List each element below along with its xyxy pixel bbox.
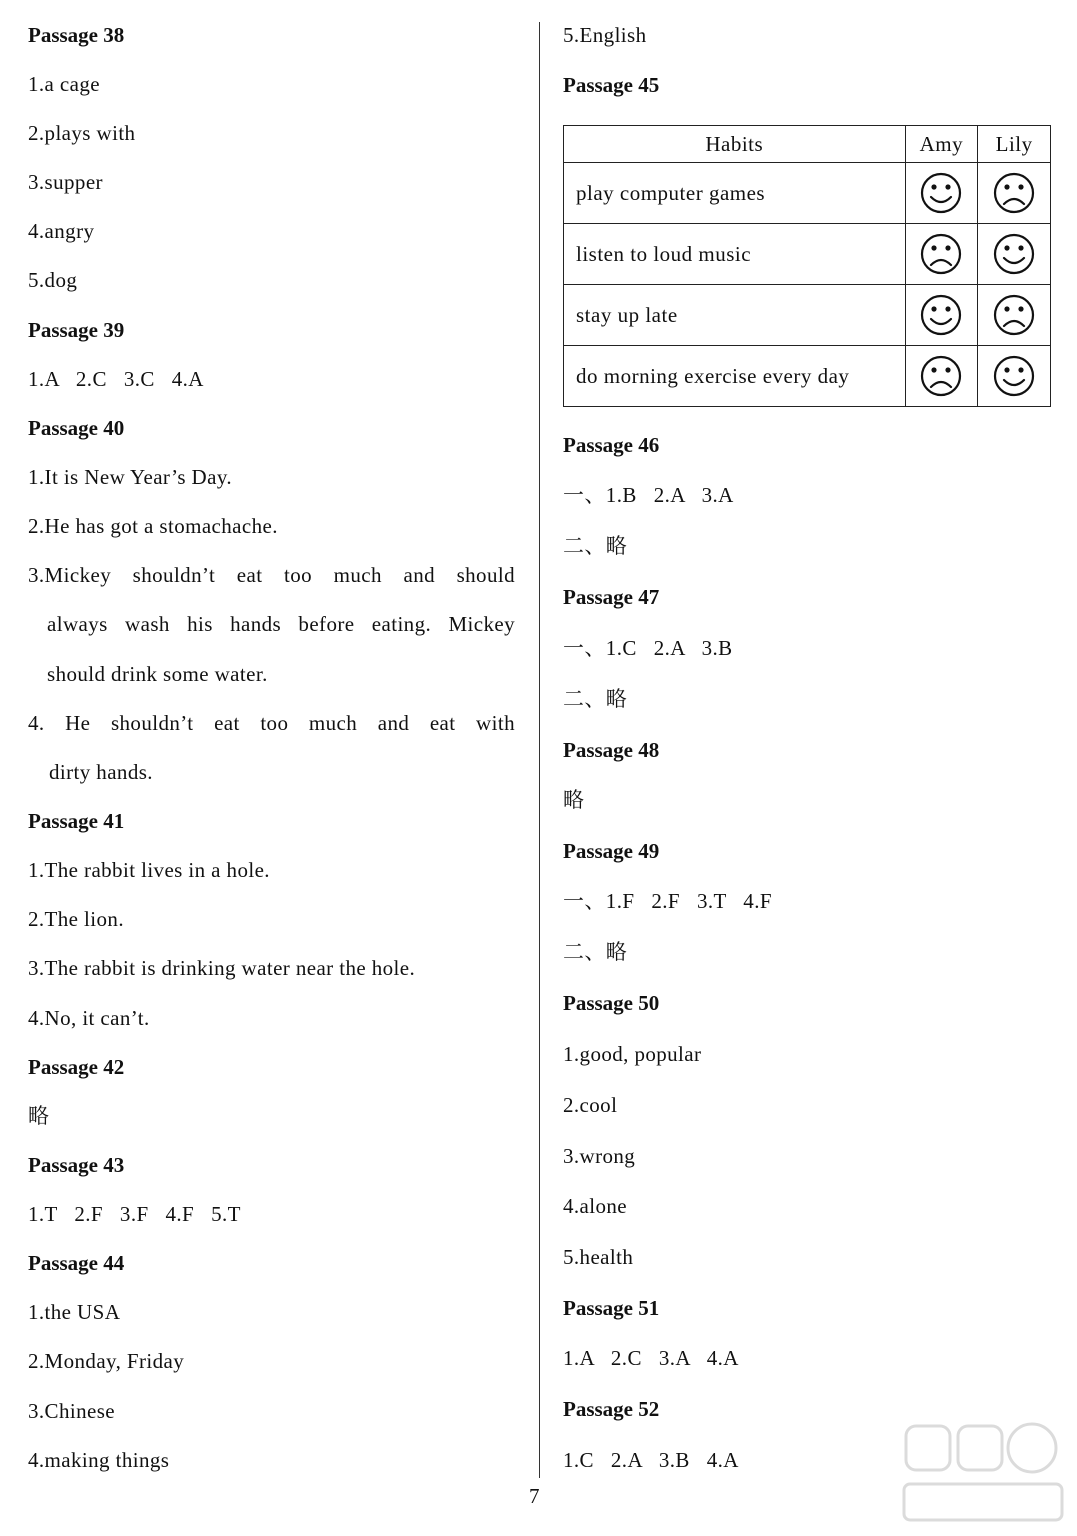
column-divider bbox=[539, 22, 540, 1478]
passage-51-title: Passage 51 bbox=[563, 1296, 660, 1320]
lily-face-cell bbox=[978, 346, 1051, 407]
habits-table bbox=[563, 125, 1051, 407]
table-row bbox=[564, 346, 1051, 407]
answer-line: 2.plays with bbox=[28, 121, 136, 145]
answer-line: 1.C 2.A 3.B 4.A bbox=[563, 1448, 739, 1472]
answer-line: 1.A 2.C 3.C 4.A bbox=[28, 367, 204, 391]
answer-line: always wash his hands before eating. Mickey bbox=[47, 612, 515, 636]
answer-line: 4. He shouldn’t eat too much and eat with bbox=[28, 711, 515, 735]
passage-52-title: Passage 52 bbox=[563, 1397, 660, 1421]
answer-line: 5.English bbox=[563, 23, 647, 47]
answer-line: 二、略 bbox=[563, 940, 628, 964]
answer-line: 略 bbox=[563, 788, 585, 812]
table-header-row bbox=[564, 126, 1051, 163]
answer-line: 4.angry bbox=[28, 219, 95, 243]
happy-face-icon bbox=[992, 232, 1036, 276]
answer-line: 2.The lion. bbox=[28, 907, 124, 931]
happy-face-icon bbox=[919, 171, 963, 215]
habit-cell: play computer games bbox=[564, 163, 906, 224]
amy-face-cell bbox=[905, 163, 978, 224]
answer-line: 一、1.B 2.A 3.A bbox=[563, 483, 734, 507]
sad-face-icon bbox=[992, 293, 1036, 337]
passage-47-title: Passage 47 bbox=[563, 585, 660, 609]
passage-49-title: Passage 49 bbox=[563, 839, 660, 863]
table-row bbox=[564, 285, 1051, 346]
lily-face-cell bbox=[978, 224, 1051, 285]
answer-line: 1.A 2.C 3.A 4.A bbox=[563, 1346, 739, 1370]
habit-cell: stay up late bbox=[564, 285, 906, 346]
header-amy: Amy bbox=[905, 126, 978, 163]
sad-face-icon bbox=[919, 232, 963, 276]
passage-40-title: Passage 40 bbox=[28, 416, 125, 440]
answer-line: 3.The rabbit is drinking water near the hole. bbox=[28, 956, 416, 980]
habit-cell: do morning exercise every day bbox=[564, 346, 906, 407]
passage-42-title: Passage 42 bbox=[28, 1055, 125, 1079]
answer-line: 1.T 2.F 3.F 4.F 5.T bbox=[28, 1202, 241, 1226]
answer-line: 3.wrong bbox=[563, 1144, 636, 1168]
passage-48-title: Passage 48 bbox=[563, 738, 660, 762]
passage-41-title: Passage 41 bbox=[28, 809, 125, 833]
answer-line: 1.the USA bbox=[28, 1300, 121, 1324]
passage-44-title: Passage 44 bbox=[28, 1251, 125, 1275]
passage-38-title: Passage 38 bbox=[28, 23, 125, 47]
answer-line: 3.supper bbox=[28, 170, 103, 194]
answer-line: 略 bbox=[28, 1104, 50, 1128]
passage-39-title: Passage 39 bbox=[28, 318, 125, 342]
table-row bbox=[564, 224, 1051, 285]
lily-face-cell bbox=[978, 285, 1051, 346]
answer-line: 3.Mickey shouldn’t eat too much and should bbox=[28, 563, 515, 587]
answer-line: 4.making things bbox=[28, 1448, 170, 1472]
happy-face-icon bbox=[919, 293, 963, 337]
watermark-logo bbox=[898, 1418, 1068, 1528]
habit-cell: listen to loud music bbox=[564, 224, 906, 285]
amy-face-cell bbox=[905, 285, 978, 346]
answer-line: 1.The rabbit lives in a hole. bbox=[28, 858, 270, 882]
answer-line: 1.It is New Year’s Day. bbox=[28, 465, 233, 489]
table-row bbox=[564, 163, 1051, 224]
happy-face-icon bbox=[992, 354, 1036, 398]
answer-line: dirty hands. bbox=[49, 760, 153, 784]
answer-line: 2.cool bbox=[563, 1093, 618, 1117]
sad-face-icon bbox=[919, 354, 963, 398]
answer-line: 1.good, popular bbox=[563, 1042, 702, 1066]
answer-line: 4.alone bbox=[563, 1194, 628, 1218]
answer-line: 一、1.C 2.A 3.B bbox=[563, 636, 733, 660]
answer-line: 5.dog bbox=[28, 268, 78, 292]
lily-face-cell bbox=[978, 163, 1051, 224]
sad-face-icon bbox=[992, 171, 1036, 215]
passage-50-title: Passage 50 bbox=[563, 991, 660, 1015]
page-number: 7 bbox=[529, 1484, 540, 1508]
answer-line: 二、略 bbox=[563, 687, 628, 711]
answer-line: 1.a cage bbox=[28, 72, 100, 96]
amy-face-cell bbox=[905, 224, 978, 285]
header-lily: Lily bbox=[978, 126, 1051, 163]
answer-line: 3.Chinese bbox=[28, 1399, 116, 1423]
passage-43-title: Passage 43 bbox=[28, 1153, 125, 1177]
amy-face-cell bbox=[905, 346, 978, 407]
answer-line: 5.health bbox=[563, 1245, 634, 1269]
passage-45-title: Passage 45 bbox=[563, 73, 660, 97]
header-habits: Habits bbox=[564, 126, 906, 163]
passage-46-title: Passage 46 bbox=[563, 433, 660, 457]
answer-line: 一、1.F 2.F 3.T 4.F bbox=[563, 889, 772, 913]
answer-line: 4.No, it can’t. bbox=[28, 1006, 150, 1030]
answer-line: 2.He has got a stomachache. bbox=[28, 514, 278, 538]
answer-line: 2.Monday, Friday bbox=[28, 1349, 185, 1373]
answer-line: should drink some water. bbox=[47, 662, 268, 686]
answer-line: 二、略 bbox=[563, 534, 628, 558]
